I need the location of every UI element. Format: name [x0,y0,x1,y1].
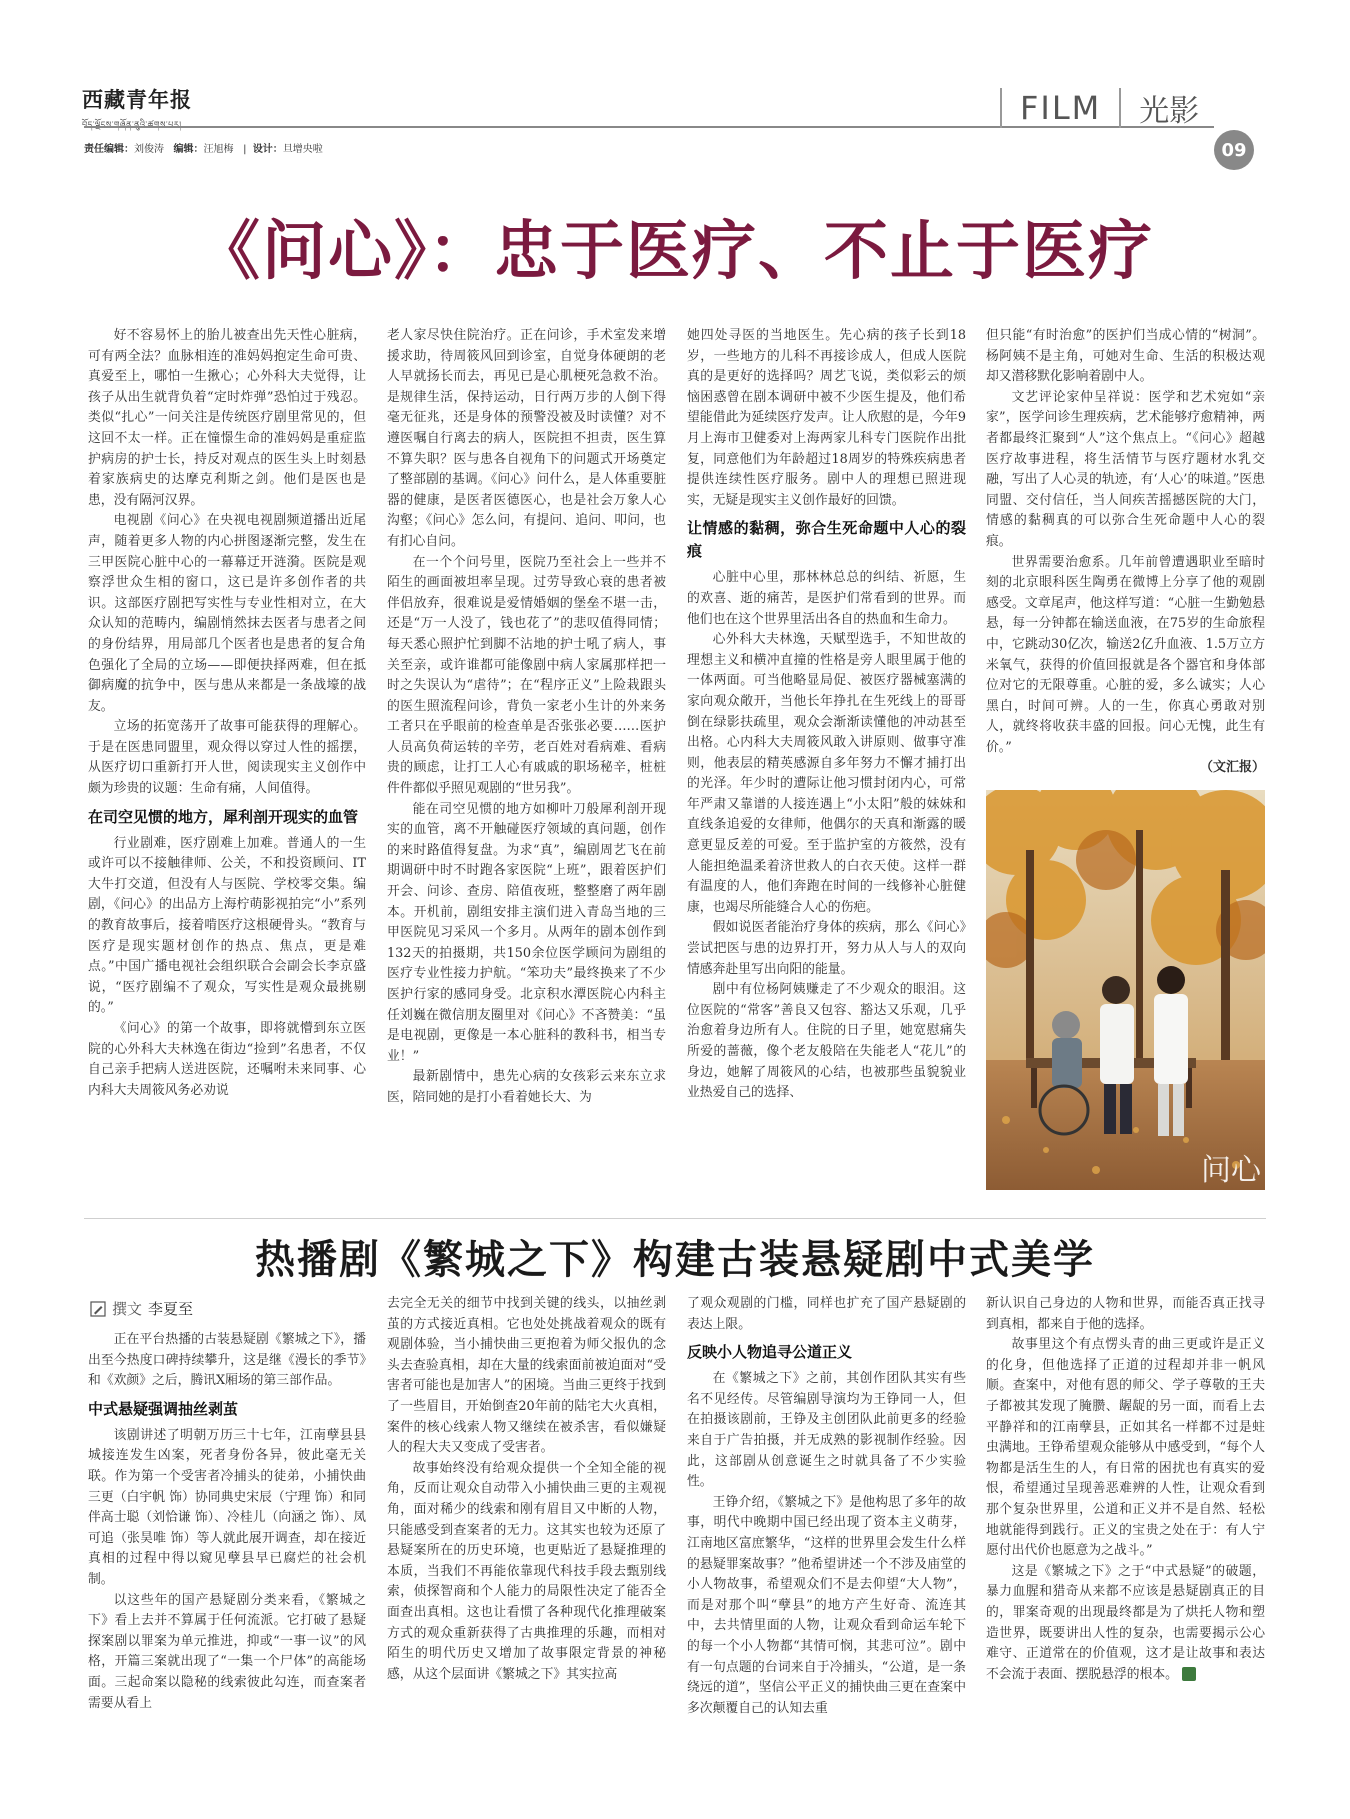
article-separator [84,1218,1266,1219]
article1-column-2 [387,326,666,1109]
paragraph: 了观众观剧的门槛，同样也扩充了国产悬疑剧的表达上限。 [687,1296,966,1332]
end-mark-icon [1182,1667,1196,1681]
design-value: 旦增央啦 [282,144,323,155]
article1-column-3 [687,326,966,1104]
pen-icon [90,1301,106,1317]
paragraph: 假如说医者能治疗身体的疾病，那么《问心》尝试把医与患的边界打开，努力从人与人的双向情感奔赴里写出向阳的能量。 [687,920,966,977]
paragraph: 故事里这个有点愣头青的曲三更或许是正义的化身，但他选择了正道的过程却并非一帆风顺。查案中，对他有恩的师父、学子尊敬的王夫子都被其发现了腌臜、龌龊的另一面，而看上去平静祥和的江南孽县，正如其名一样都不过是蛀虫满地。王铮希望观众能够从中感受到，“每个人物都是活生生的人，有日常的困扰也有真实的爱恨，希望通过呈现善恶难辨的人性，让观众看到那个复杂世界里，公道和正义并不是自然、轻松地就能得到践行。正义的宝贵之处在于：有人宁愿付出代价也愿意为之战斗。” [986,1337,1265,1559]
masthead [82,84,192,138]
article1-title: 《问心》：忠于医疗、不止于医疗 [196,215,1154,289]
paragraph: 去完全无关的细节中找到关键的线头，以抽丝剥茧的方式接近真相。它也处处挑战着观众的既有观剧体验，当小捕快曲三更抱着为师父报仇的念头去查验真相，却在大量的线索面前被迫面对“受害者可能也是加害人”的困境。当曲三更终于找到了一些眉目，开始倒查20年前的陆宅大火真相，案件的核心线索人物又继续在被杀害，看似嫌疑人的程大夫又变成了受害者。 [387,1296,666,1456]
paragraph: 王铮介绍，《繁城之下》是他构思了多年的故事，明代中晚期中国已经出现了资本主义萌芽，江南地区富庶繁华，“这样的世界里会发生什么样的悬疑罪案故事？”他希望讲述一个不涉及庙堂的小人物故事，希望观众们不是去仰望“大人物”，而是对那个叫“孽县”的地方产生好奇、流连其中，去共情里面的人物，让观众看到命运车轮下的每一个小人物都“其情可悯，其悲可泣”。剧中有一句点题的台词来自于冷捕头，“公道，是一条绕远的道”，坚信公平正义的捕快曲三更在查案中多次颠覆自己的认知去重 [687,1494,966,1716]
paragraph: 她四处寻医的当地医生。先心病的孩子长到18岁，一些地方的儿科不再接诊成人，但成人医院真的是更好的选择吗？周艺飞说，类似彩云的烦恼困惑曾在剧本调研中被不少医生提及，他们希望能借此为延续医疗发声。让人欣慰的是，今年9月上海市卫健委对上海两家儿科专门医院作出批复，同意他们为年龄超过18周岁的特殊疾病患者提供连续性医疗服务。剧中人的理想已照进现实，无疑是现实主义创作最好的回馈。 [687,328,966,508]
paragraph: 电视剧《问心》在央视电视剧频道播出近尾声，随着更多人物的内心拼图逐渐完整，发生在三甲医院心脏中心的一幕幕迂开涟漪。医院是观察浮世众生相的窗口，这已是许多创作者的共识。这部医疗剧把写实性与专业性相对立，在大众认知的范畴内，编剧悄然抹去医者与患者之间的身份结界，用局部几个医者也是患者的复合角色强化了全局的立场——即便抉择两难，但在抵御病魔的抗争中，医与患从来都是一条战壕的战友。 [88,513,366,714]
staff-label: 责任编辑： [84,144,134,155]
section-zh: 光影 [1139,94,1200,129]
editor-label: 编辑： [173,144,204,155]
paragraph: 该剧讲述了明朝万历三十七年，江南孽县县城接连发生凶案，死者身份各异，彼此毫无关联。作为第一个受害者冷捕头的徒弟，小捕快曲三更（白宇帆 饰）协同典史宋辰（宁理 饰）和同伴高士聪（刘恰谦 饰）、冷桂儿（向涵之 饰）、凤可追（张昊唯 饰）等人就此展开调查，却在接近真相的过程中得以窥见孽县早已腐烂的社会机制。 [88,1427,366,1587]
section-divider [1119,88,1121,128]
page-number: 09 [1214,130,1254,170]
section-heading [982,86,1199,130]
paragraph: 以这些年的国产悬疑剧分类来看，《繁城之下》看上去并不算属于任何流派。它打破了悬疑探案剧以罪案为单元推进，抑或“一事一议”的风格，开篇三案就出现了“一集一个尸体”的高能场面。三起命案以隐秘的线索彼此勾连，而查案者需要从看上 [88,1592,366,1711]
article2-column-4 [986,1294,1265,1685]
photo-illustration [986,790,1265,1190]
article1-column-1 [88,326,366,1101]
paragraph: 最新剧情中，患先心病的女孩彩云来东立求医，陪同她的是打小看着她长大、为 [387,1069,666,1105]
paragraph: 好不容易怀上的胎儿被查出先天性心脏病，可有两全法？血脉相连的准妈妈抱定生命可贵、真爱至上，哪怕一生揪心；心外科大夫觉得，让孩子从出生就背负着“定时炸弹”恐怕过于残忍。类似“扎心”一问关注是传统医疗剧里常见的，但这回不太一样。正在憧憬生命的准妈妈是重症监护病房的护士长，持反对观点的医生头上时刻悬着家族病史的达摩克利斯之剑。他们是医也是患，没有隔河汉界。 [88,328,366,508]
byline-author: 李夏至 [148,1300,194,1318]
paragraph: 心外科大夫林逸，天赋型选手，不知世故的理想主义和横冲直撞的性格是旁人眼里属于他的一体两面。可当他略显局促、被医疗器械塞满的家向观众敞开，当他长年挣扎在生死线上的哥哥倒在绿影扶疏里，观众会渐渐读懂他的冲动甚至出格。心内科大夫周筱风敢入讲原则、做事守准则，他表层的精英感源自多年努力不懈才捕打出的光泽。年少时的遭际让他习惯封闭内心，可常年严肃又靠谱的人接连遇上“小太阳”般的妹妹和直线条追爱的女律师，他偶尔的天真和渐露的暖意更显反差的可爱。至于监护室的方筱然，没有人能担绝温柔着济世救人的白衣天使。这样一群有温度的人，他们奔跑在时间的一线修补心脏健康，也竭尽所能缝合人心的伤疤。 [687,632,966,915]
paragraph: 世界需要治愈系。几年前曾遭遇职业至暗时刻的北京眼科医生陶勇在微博上分享了他的观剧感受。文章尾声，他这样写道：“心脏一生勤勉悬悬，每一分钟都在输送血液，在75岁的生命旅程中，它跳动30亿次，输送2亿升血液、1.5万立方米氧气，获得的价值回报就是各个器官和身体部位对它的无限尊重。心脏的爱，多么诚实；人心黑白，时间可辨。人的一生，你真心勇敢对别人，就终将收获丰盛的回报。问心无愧，此生有价。” [986,554,1265,755]
staff-line: 责任编辑：刘俊涛 编辑：汪旭梅 | 设计：旦增央啦 [84,144,323,155]
subheading: 让情感的黏稠，弥合生死命题中人心的裂痕 [687,519,966,561]
byline [90,1298,193,1319]
drama-still-photo [986,790,1265,1190]
paragraph: 新认识自己身边的人物和世界，而能否真正找寻到真相，都来自于他的选择。 [986,1296,1265,1332]
paragraph: 故事始终没有给观众提供一个全知全能的视角，反而让观众自动带入小捕快曲三更的主观视角，面对稀少的线索和刚有眉目又中断的人物，只能感受到查案者的无力。这其实也较为还原了悬疑案所在的历史环境，也更贴近了悬疑推理的本质，当我们不再能依靠现代科技手段去甄别线索，侦探智商和个人能力的局限性决定了能否全面查出真相。这也让看惯了各种现代化推理破案方式的观众重新获得了古典推理的乐趣，而相对陌生的明代历史又增加了故事限定背景的神秘感，从这个层面讲《繁城之下》其实拉高 [387,1460,666,1682]
paragraph: 老人家尽快住院治疗。正在问诊，手术室发来增援求助，待周筱风回到诊室，自觉身体硬朗的老人早就扬长而去，再见已是心肌梗死急救不治。是规律生活，保持运动，日行两万步的人倒下得毫无征兆，还是身体的预警没被及时读懂？对不遵医嘱自行离去的病人，医院担不担责，医生算不算失职？医与患各自视角下的问题式开场奠定了整部剧的基调。《问心》问什么，是人体重要脏器的健康，是医者医德医心，也是社会万象人心沟壑；《问心》怎么问，有提问、追问、叩问，也有扪心自问。 [387,328,666,549]
paragraph: 心脏中心里，那林林总总的纠结、祈愿，生的欢喜、逝的痛苦，是医护们常看到的世界。而他们也在这个世界里活出各自的热血和生命力。 [687,570,966,627]
article1-column-4 [986,326,1265,779]
editor-value: 汪旭梅 [203,144,234,155]
paragraph-text: 这是《繁城之下》之于“中式悬疑”的破题，暴力血腥和猎奇从来都不应该是悬疑剧真正的目的，罪案奇观的出现最终都是为了烘托人物和塑造世界，既要讲出人性的复杂，也需要揭示公心难守、正道常在的价值观，这才是让故事和表达不会流于表面、摆脱悬浮的根本。 [986,1563,1265,1682]
paragraph: 剧中有位杨阿姨赚走了不少观众的眼泪。这位医院的“常客”善良又包容、豁达又乐观，几乎治愈着身边所有人。住院的日子里，她宽慰痛失所爱的蔷薇，像个老友般陪在失能老人“花儿”的身边，她解了周筱风的心结，也被那些虽貌貌业业热爱自己的选择、 [687,982,966,1101]
paragraph: 文艺评论家仲呈祥说：医学和艺术宛如“亲家”，医学问诊生理疾病，艺术能够疗愈精神，两者都最终汇聚到“人”这个焦点上。“《问心》超越医疗故事进程，将生活情节与医疗题材水乳交融，写出了人心灵的轨迹，有‘人心’的味道。”医患同盟、交付信任，当人间疾苦摇撼医院的大门，情感的黏稠真的可以弥合生死命题中人心的裂痕。 [986,389,1265,549]
article2-column-1 [88,1330,366,1714]
section-en: FILM [1020,89,1102,127]
subheading: 在司空见惯的地方，犀利剖开现实的血管 [88,807,359,826]
paragraph [986,1562,1265,1686]
paragraph: 能在司空见惯的地方如柳叶刀般犀利剖开现实的血管，离不开触碰医疗领域的真问题，创作的来时路值得复盘。为求“真”，编剧周艺飞在前期调研中时不时跑各家医院“上班”，跟着医护们开会、问诊、查房、陪值夜班，整整磨了两年剧本。开机前，剧组安排主演们进入青岛当地的三甲医院见习采风一个多月。从两年的剧本创作到132天的拍摄期，共150余位医学顾问为剧组的医疗专业性接力护航。“笨功夫”最终换来了不少医护行家的感同身受。北京积水潭医院心内科主任刘巍在微信朋友圈里对《问心》不吝赞美：“虽是电视剧，更像是一本心脏科的教科书，相当专业！” [387,801,666,1064]
paragraph: 在一个个问号里，医院乃至社会上一些并不陌生的画面被坦率呈现。过劳导致心衰的患者被伴侣放弃，很难说是爱情婚姻的堡垒不堪一击，还是“万一人没了，钱也花了”的悲叹值得同情；每天悉心照护忙到脚不沾地的护士吼了病人，事关至亲，或许谁都可能像剧中病人家属那样把一时之失误认为“虐待”；在“程序正义”上险栽跟头的医生照流程问诊，背负一家老小生计的外来务工者只在乎眼前的检查单是否张张必要……医护人员高负荷运转的辛劳，老百姓对看病难、看病贵的顾虑，让打工人心有戚戚的职场秘辛，桩桩件件都似乎照见观剧的“世另我”。 [387,554,666,797]
paragraph: 但只能“有时治愈”的医护们当成心情的“树洞”。杨阿姨不是主角，可她对生命、生活的积极达观却又潜移默化影响着剧中人。 [986,328,1265,385]
photo-watermark: 问心 [1201,1153,1261,1188]
paragraph: 行业剧难，医疗剧难上加难。普通人的一生或许可以不接触律师、公关，不和投资顾问、IT大牛打交道，但没有人与医院、学校零交集。编剧，《问心》的出品方上海柠萌影视拍完“小”系列的教育故事后，接着啃医疗这根硬骨头。“教育与医疗是现实题材创作的热点、焦点，更是难点。”中国广播电视社会组织联合会副会长李京盛说，“医疗剧编不了观众，写实性是观众最挑剔的。” [88,835,366,1016]
subheading: 反映小人物追寻公道正义 [687,1343,853,1362]
section-divider [1000,88,1002,128]
design-label: 设计： [252,144,283,155]
article2-column-3 [687,1294,966,1719]
paper-subtitle: བོད་ལྗོངས་གཞོན་ནུའི་ཚགས་པར། [82,120,182,129]
byline-label: 撰文 [112,1300,143,1318]
paragraph: 在《繁城之下》之前，其创作团队其实有些名不见经传。尽管编剧导演均为王铮同一人，但在拍摄该剧前，王铮及主创团队此前更多的经验来自于广告拍摄，并无成熟的影视制作经验。因此，这部剧从创意诞生之时就具备了不少实验性。 [687,1371,966,1490]
article2-title: 热播剧《繁城之下》构建古装悬疑剧中式美学 [255,1236,1095,1283]
paragraph: 立场的拓宽荡开了故事可能获得的理解心。于是在医患同盟里，观众得以穿过人性的摇摆，从医疗切口重新打开人世，阅读现实主义创作中颇为珍贵的议题：生命有痛，人间值得。 [88,719,366,797]
article2-column-2 [387,1294,666,1685]
paragraph: 《问心》的第一个故事，即将就懵到东立医院的心外科大夫林逸在街边“捡到”名患者，不仅自己亲手把病人送进医院，还嘱咐未来同事、心内科大夫周筱风务必劝说 [88,1021,366,1098]
paragraph: 正在平台热播的古装悬疑剧《繁城之下》，播出至今热度口碑持续攀升，这是继《漫长的季节》和《欢颜》之后，腾讯X厢场的第三部作品。 [88,1332,366,1389]
staff-value: 刘俊涛 [134,144,164,155]
paper-name: 西藏青年报 [82,87,192,112]
subheading: 中式悬疑强调抽丝剥茧 [88,1399,239,1418]
article-credit: （文汇报） [1199,760,1265,776]
